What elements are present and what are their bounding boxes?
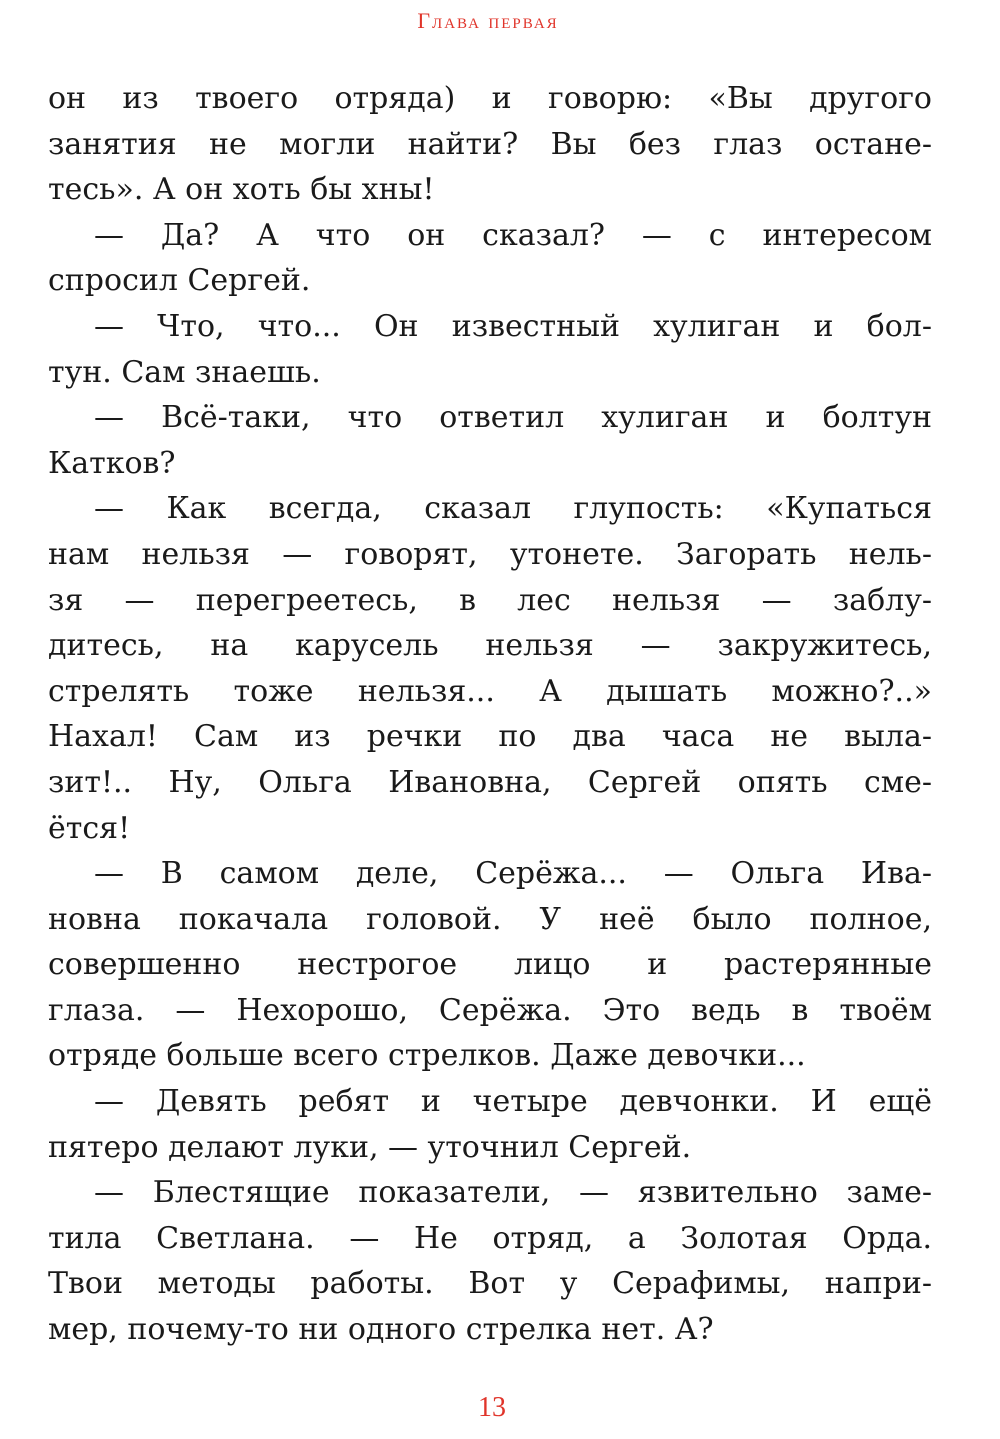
page-text [48,76,932,1353]
text-line: зя — перегреетесь, в лес нельзя — заблу- [48,582,932,618]
text-line: — Да? А что он сказал? — с интересом [94,217,932,253]
text-line: — Всё-таки, что ответил хулиган и болтун [94,400,932,436]
text-line: нам нельзя — говорят, утонете. Загорать нель- [48,536,932,572]
text-line: отряде больше всего стрелков. Даже девочки... [48,1038,806,1074]
page-number: 13 [478,1392,506,1423]
text-line: пятеро делают луки, — уточнил Сергей. [48,1129,692,1165]
text-line: — В самом деле, Серёжа... — Ольга Ива- [94,856,932,892]
text-line: ётся! [48,810,131,846]
text-line: тесь». А он хоть бы хны! [48,172,435,208]
text-line: — Девять ребят и четыре девчонки. И ещё [94,1084,932,1120]
text-line: новна покачала головой. У неё было полное, [48,901,932,937]
text-line: зит!.. Ну, Ольга Ивановна, Сергей опять сме- [48,764,932,800]
text-line: — Как всегда, сказал глупость: «Купаться [94,491,932,527]
text-line: спросил Сергей. [48,263,311,299]
text-line: глаза. — Нехорошо, Серёжа. Это ведь в твоём [48,992,932,1028]
text-line: Катков? [48,445,176,481]
text-line: тун. Сам знаешь. [48,354,321,390]
text-line: мер, почему-то ни одного стрелка нет. А? [48,1312,714,1348]
text-line: Твои методы работы. Вот у Серафимы, напри- [48,1266,932,1302]
text-line: занятия не могли найти? Вы без глаз останe- [48,126,932,162]
text-line: стрелять тоже нельзя... А дышать можно?..» [48,673,932,709]
text-line: — Что, что... Он известный хулиган и бол- [94,308,932,344]
text-line: Нахал! Сам из речки по два часа не выла- [48,719,932,755]
text-line: он из твоего отряда) и говорю: «Вы другого [48,81,932,116]
text-line: дитесь, на карусель нельзя — закружитесь, [48,628,932,664]
text-line: тила Светлана. — Не отряд, а Золотая Орда. [48,1220,932,1256]
running-head: Глава первая [417,8,559,33]
text-line: — Блестящие показатели, — язвительно заме- [94,1175,932,1211]
text-line: совершенно нестрогое лицо и растерянные [48,947,932,983]
